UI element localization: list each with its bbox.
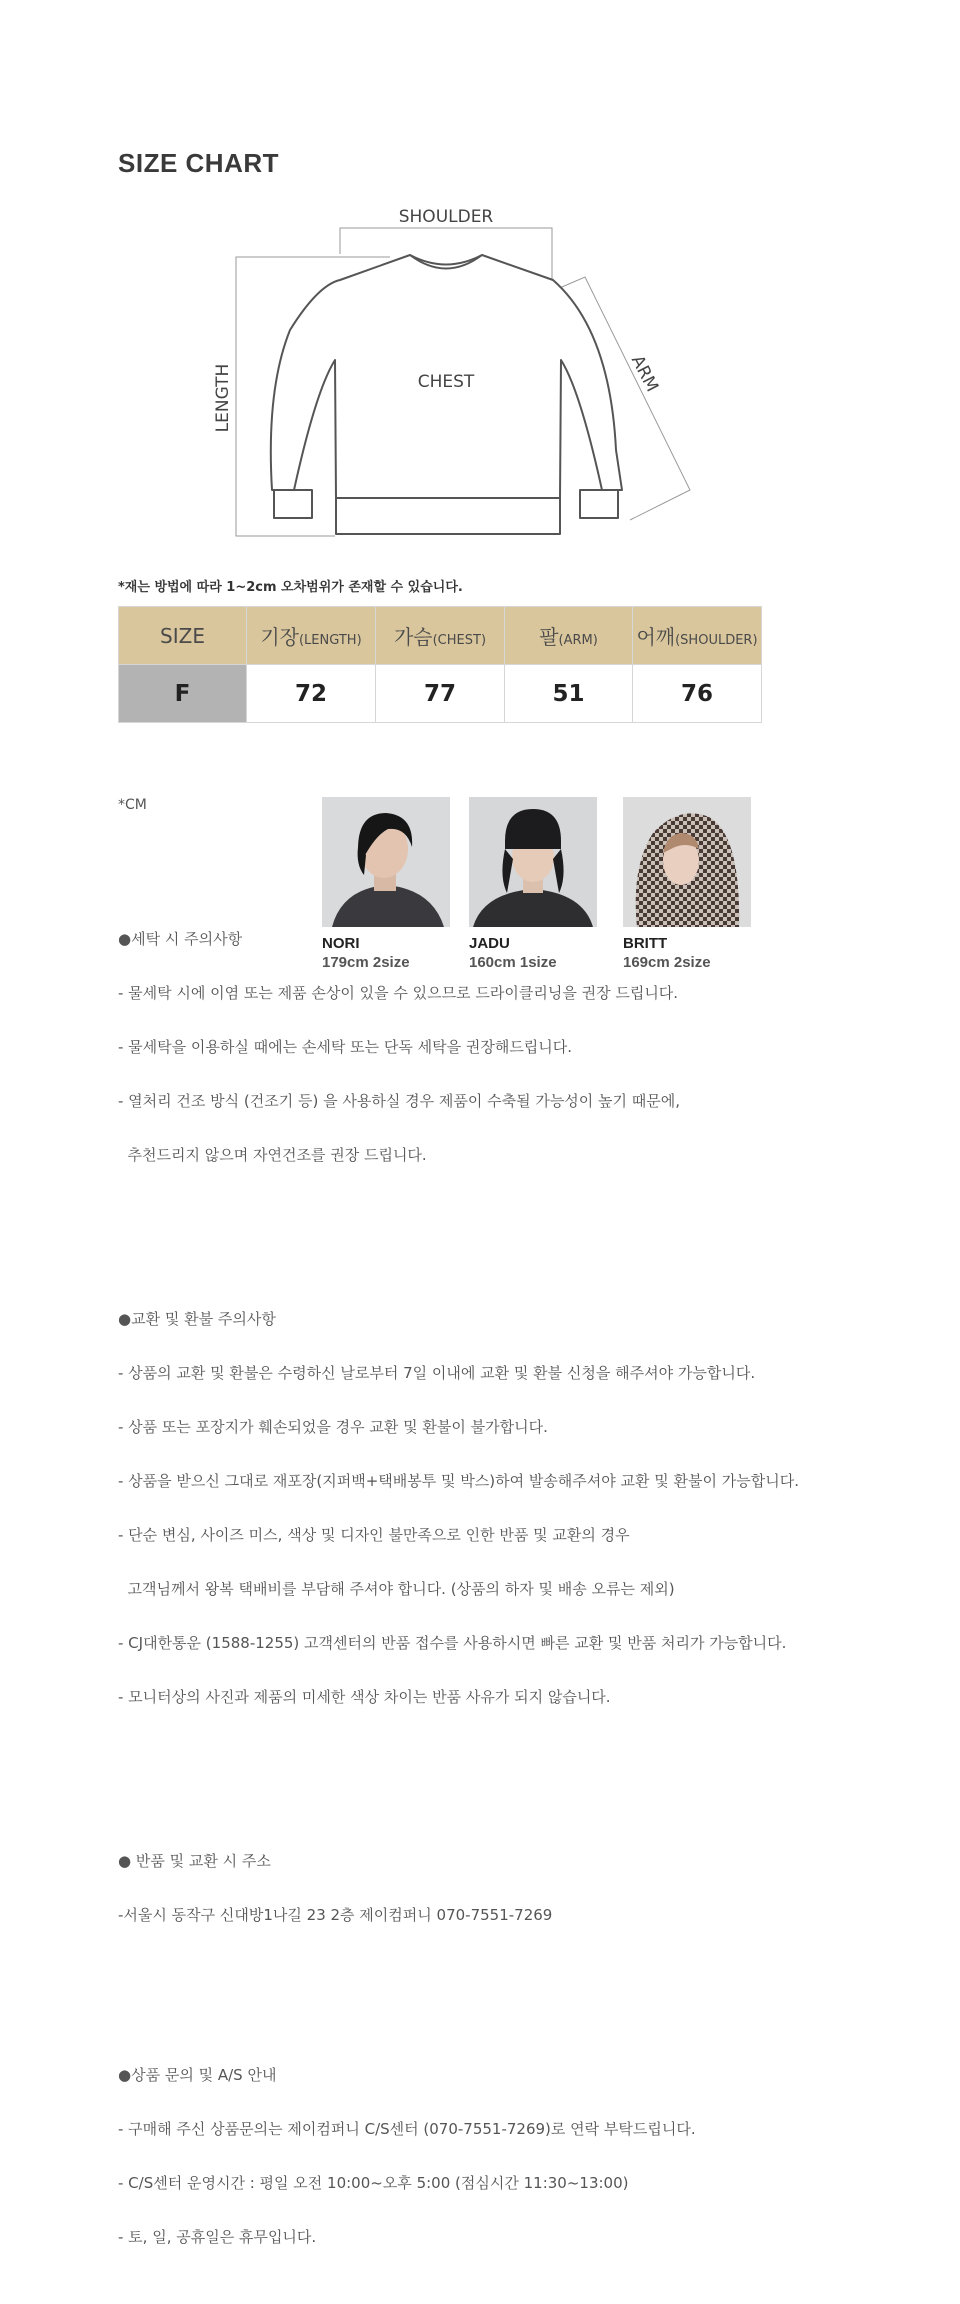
care-line: - 물세탁을 이용하실 때에는 손세탁 또는 단독 세탁을 권장해드립니다. [118, 1038, 573, 1056]
header-length: 기장(LENGTH) [247, 607, 376, 665]
model-photo-dark-hoodie [322, 797, 450, 927]
model-name: JADU [469, 935, 510, 952]
header-arm: 팔(ARM) [505, 607, 633, 665]
length-label: LENGTH [213, 363, 233, 433]
inquiry-line: - C/S센터 운영시간 : 평일 오전 10:00~오후 5:00 (점심시간 11:30~13:00) [118, 2174, 629, 2192]
model-card-nori [322, 797, 450, 971]
size-table [118, 606, 762, 723]
care-heading: ●세탁 시 주의사항 [118, 930, 243, 948]
cell-arm: 51 [505, 665, 633, 723]
exchange-line: - 단순 변심, 사이즈 미스, 색상 및 디자인 불만족으로 인한 반품 및 교환의 경우 [118, 1526, 630, 1544]
model-info: 179cm 2size [322, 954, 410, 971]
unit-label: *CM [118, 797, 147, 813]
model-photo-black-beanie [469, 797, 597, 927]
model-name: NORI [322, 935, 360, 952]
exchange-line: - 상품 또는 포장지가 훼손되었을 경우 교환 및 환불이 불가합니다. [118, 1418, 548, 1436]
inquiry-line: - 구매해 주신 상품문의는 제이컴퍼니 C/S센터 (070-7551-7269)로 연락 부탁드립니다. [118, 2120, 696, 2138]
inquiry-line: - 토, 일, 공휴일은 휴무입니다. [118, 2228, 317, 2246]
inquiry-heading: ●상품 문의 및 A/S 안내 [118, 2066, 277, 2084]
size-chart-title: SIZE CHART [118, 148, 279, 178]
cell-chest: 77 [376, 665, 505, 723]
exchange-line: 고객님께서 왕복 택배비를 부담해 주셔야 합니다. (상품의 하자 및 배송 오류는 제외) [118, 1580, 675, 1598]
exchange-line: - CJ대한통운 (1588-1255) 고객센터의 반품 접수를 사용하시면 빠른 교환 및 반품 처리가 가능합니다. [118, 1634, 787, 1652]
return-address-heading: ● 반품 및 교환 시 주소 [118, 1852, 271, 1870]
care-line: - 물세탁 시에 이염 또는 제품 손상이 있을 수 있으므로 드라이클리닝을 권장 드립니다. [118, 984, 679, 1002]
model-photo-checked-hood [623, 797, 751, 927]
model-name: BRITT [623, 935, 668, 952]
care-line: 추천드리지 않으며 자연건조를 권장 드립니다. [118, 1146, 427, 1164]
exchange-heading: ●교환 및 환불 주의사항 [118, 1310, 276, 1328]
care-line: - 열처리 건조 방식 (건조기 등) 을 사용하실 경우 제품이 수축될 가능성이 높기 때문에, [118, 1092, 681, 1110]
header-chest: 가슴(CHEST) [376, 607, 505, 665]
cell-length: 72 [247, 665, 376, 723]
return-address-line: -서울시 동작구 신대방1나길 23 2층 제이컴퍼니 070-7551-7269 [118, 1906, 553, 1924]
size-table-header-row [119, 607, 762, 665]
arm-label: ARM [626, 352, 663, 396]
chest-label: CHEST [417, 372, 475, 392]
cell-size: F [119, 665, 247, 723]
model-card-jadu [469, 797, 597, 971]
exchange-line: - 상품의 교환 및 환불은 수령하신 날로부터 7일 이내에 교환 및 환불 신청을 해주셔야 가능합니다. [118, 1364, 756, 1382]
shoulder-label: SHOULDER [398, 207, 494, 227]
header-shoulder: 어깨(SHOULDER) [633, 607, 762, 665]
sweater-measurement-diagram [0, 190, 960, 560]
size-table-row [119, 665, 762, 723]
measurement-note: *재는 방법에 따라 1~2cm 오차범위가 존재할 수 있습니다. [118, 580, 463, 595]
header-size: SIZE [119, 607, 247, 665]
cell-shoulder: 76 [633, 665, 762, 723]
exchange-line: - 모니터상의 사진과 제품의 미세한 색상 차이는 반품 사유가 되지 않습니다. [118, 1688, 611, 1706]
model-info: 160cm 1size [469, 954, 557, 971]
exchange-line: - 상품을 받으신 그대로 재포장(지퍼백+택배봉투 및 박스)하여 발송해주셔야 교환 및 환불이 가능합니다. [118, 1472, 799, 1490]
model-info: 169cm 2size [623, 954, 711, 971]
model-card-britt [623, 797, 751, 971]
